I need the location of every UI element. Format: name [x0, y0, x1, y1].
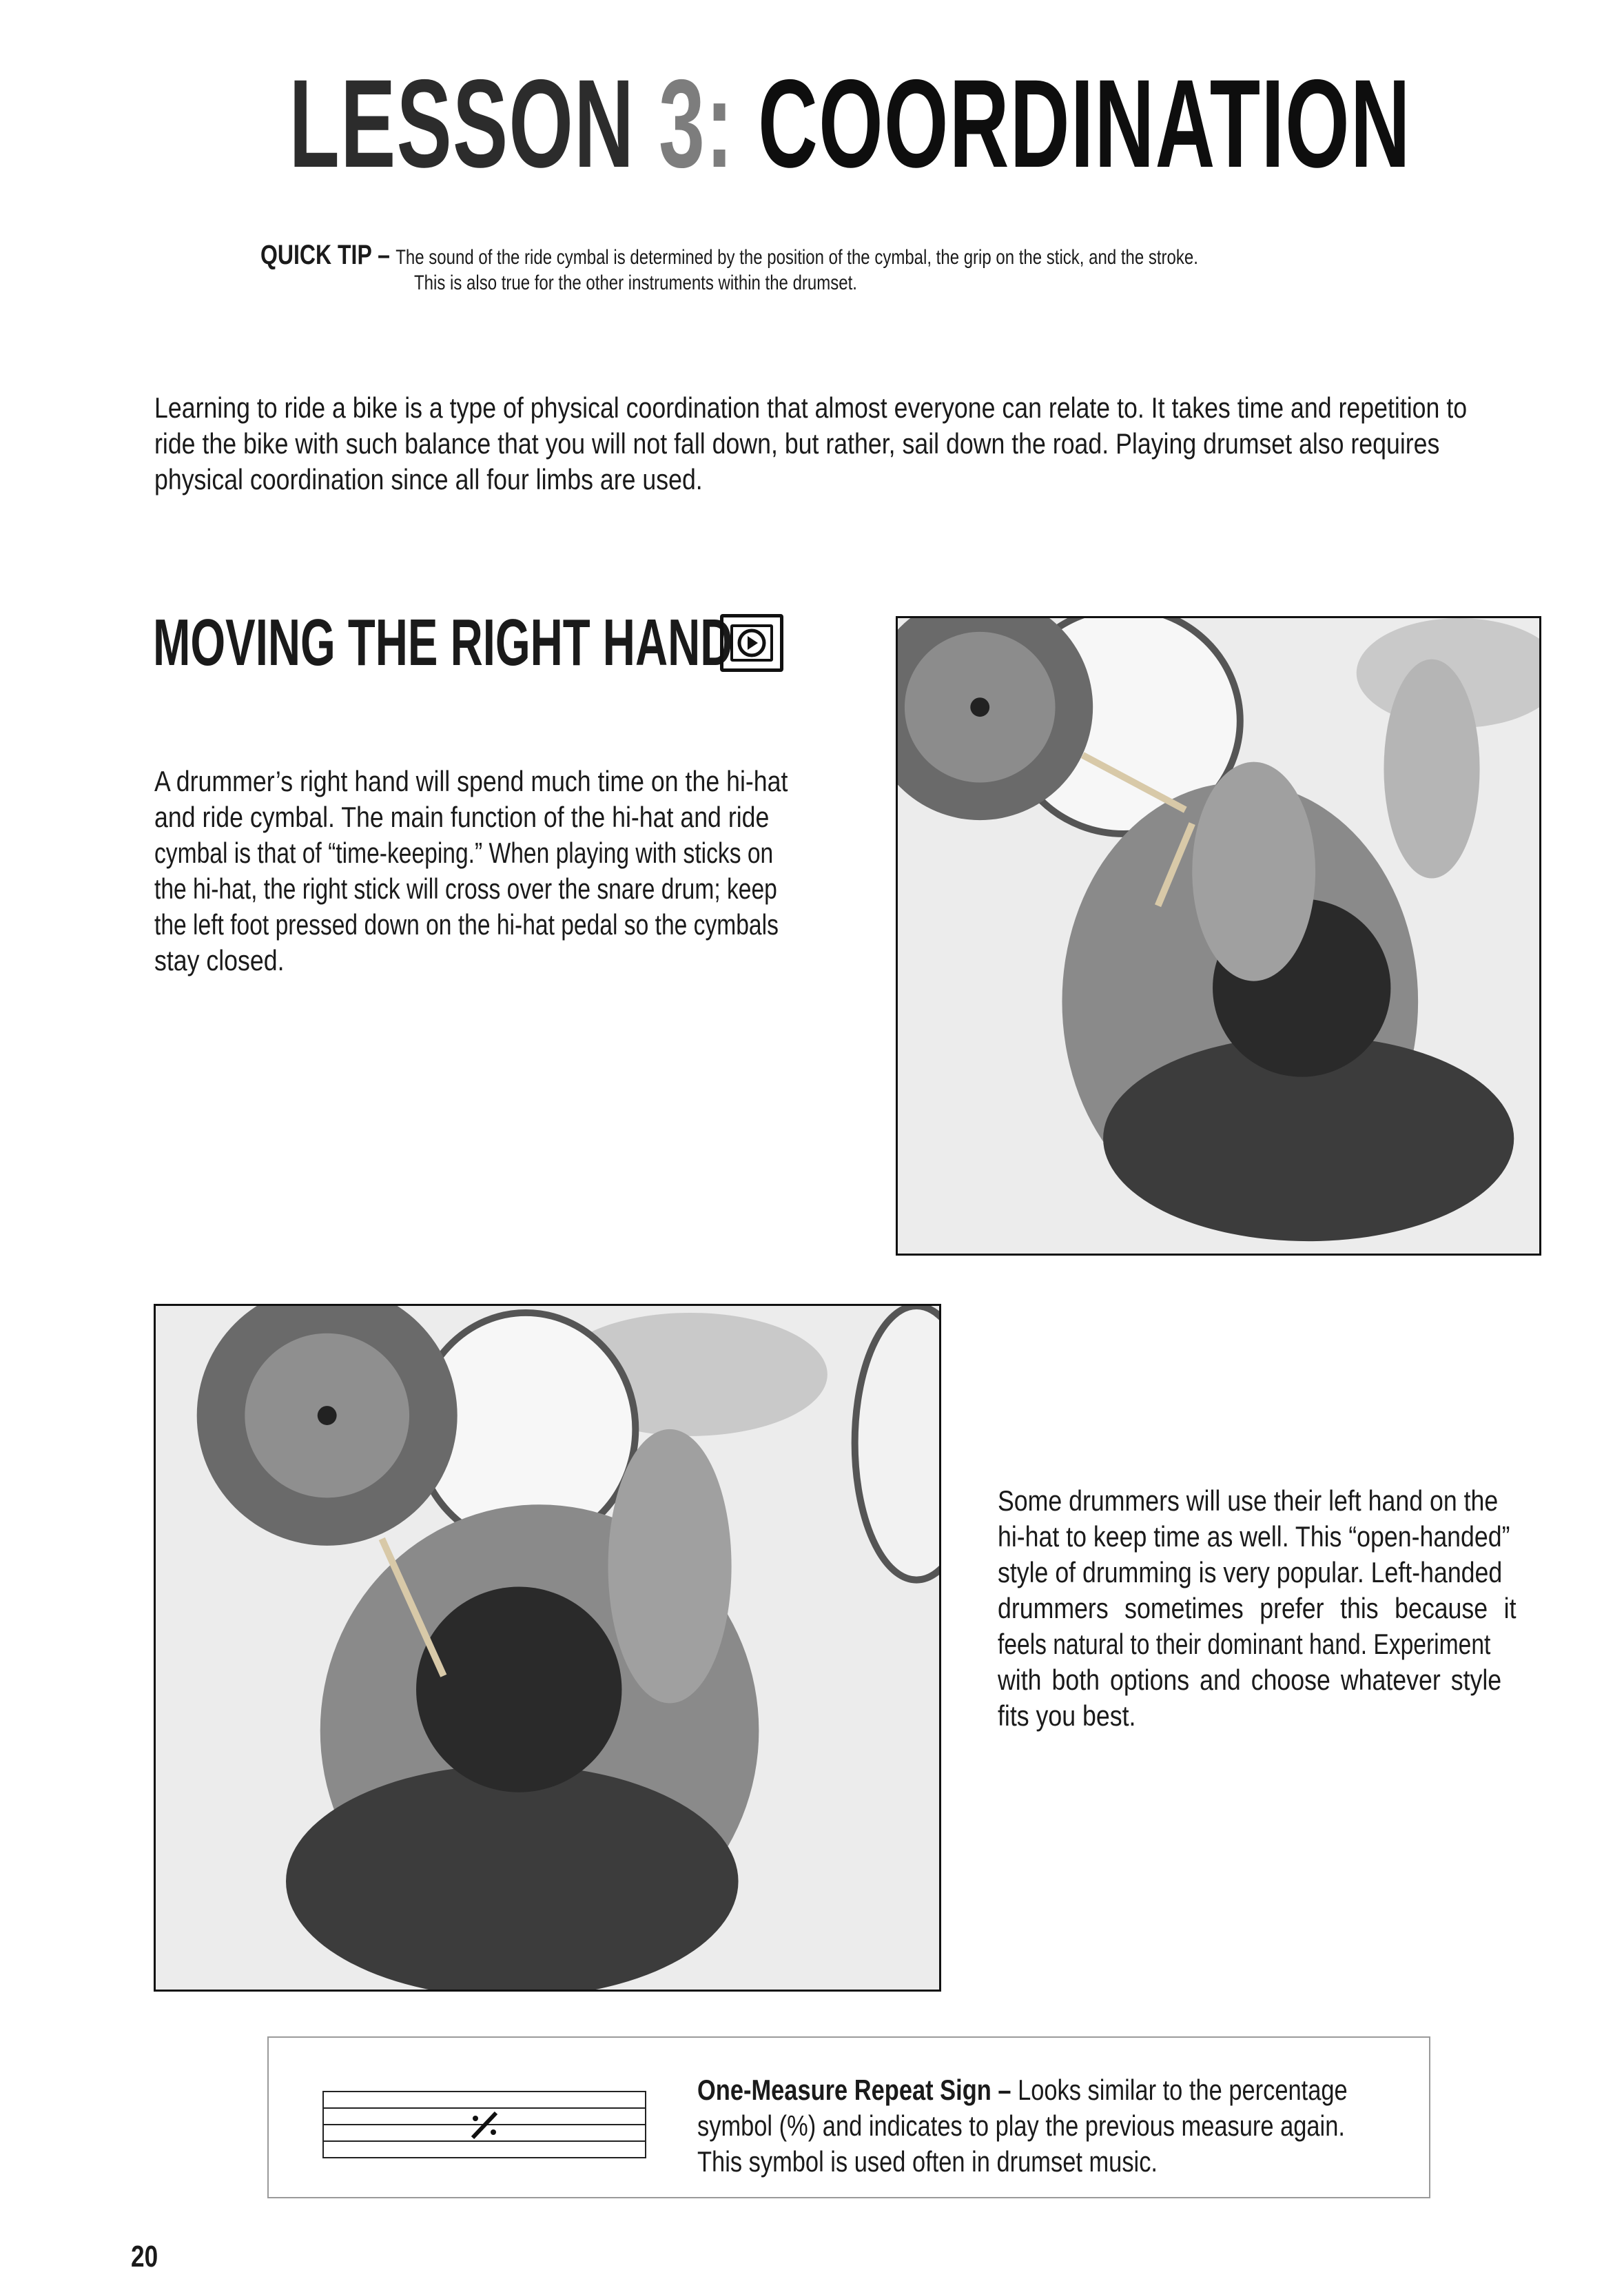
right-hand-line: stay closed.: [154, 944, 285, 977]
open-handed-line: hi-hat to keep time as well. This “open-handed”: [998, 1520, 1510, 1553]
right-hand-line: A drummer’s right hand will spend much time on the hi-hat: [154, 765, 788, 797]
video-play-icon[interactable]: [720, 614, 783, 672]
right-hand-line: cymbal is that of “time-keeping.” When playing with sticks on: [154, 837, 774, 869]
drummer-photo-right-hand: [896, 616, 1541, 1256]
quick-tip-line2: This is also true for the other instruments within the drumset.: [414, 272, 857, 294]
open-handed-line: drummers sometimes prefer this because it: [998, 1592, 1517, 1624]
intro-line: Learning to ride a bike is a type of physical coordination that almost everyone can relate to. It takes time and repetition to: [154, 391, 1468, 424]
repeat-sign-text: [697, 2072, 1490, 2180]
right-hand-line: the left foot pressed down on the hi-hat pedal so the cymbals: [154, 908, 779, 941]
repeat-sign-desc-2: symbol (%) and indicates to play the previous measure again.: [697, 2109, 1345, 2142]
title-topic: COORDINATION: [734, 53, 1411, 194]
repeat-sign-desc-3: This symbol is used often in drumset music.: [697, 2145, 1158, 2178]
repeat-sign-note: [267, 2036, 1430, 2198]
repeat-sign-term: One-Measure Repeat Sign –: [697, 2074, 1011, 2106]
quick-tip-label: QUICK TIP –: [260, 240, 390, 270]
open-handed-paragraph: [998, 1483, 1614, 1734]
page-title: [0, 53, 1624, 194]
page-number: 20: [131, 2240, 158, 2273]
quick-tip-line1: The sound of the ride cymbal is determined by the position of the cymbal, the grip on the stick, and the stroke.: [395, 246, 1198, 269]
open-handed-line: Some drummers will use their left hand on the: [998, 1484, 1499, 1517]
section-heading: MOVING THE RIGHT HAND: [153, 606, 733, 679]
title-lesson: LESSON: [289, 53, 659, 194]
open-handed-line: feels natural to their dominant hand. Experiment: [998, 1628, 1491, 1660]
quick-tip: [260, 240, 1432, 271]
repeat-sign-symbol: [467, 2110, 502, 2140]
intro-paragraph: [154, 390, 1624, 498]
drummer-photo-open-handed: [154, 1304, 941, 1992]
right-hand-line: and ride cymbal. The main function of the hi-hat and ride: [154, 801, 770, 833]
title-number: 3:: [658, 53, 734, 194]
staff-example: [322, 2091, 646, 2158]
quick-tip-line2-wrap: [414, 272, 857, 295]
open-handed-line: fits you best.: [998, 1699, 1136, 1732]
open-handed-line: style of drumming is very popular. Left-handed: [998, 1556, 1503, 1588]
open-handed-line: with both options and choose whatever style: [998, 1664, 1502, 1696]
right-hand-line: the hi-hat, the right stick will cross over the snare drum; keep: [154, 872, 777, 905]
right-hand-paragraph: [154, 764, 934, 979]
intro-line: physical coordination since all four limbs are used.: [154, 463, 703, 495]
intro-line: ride the bike with such balance that you will not fall down, but rather, sail down the road. Playing drumset also requires: [154, 427, 1440, 460]
repeat-sign-desc-1: Looks similar to the percentage: [1011, 2074, 1348, 2106]
